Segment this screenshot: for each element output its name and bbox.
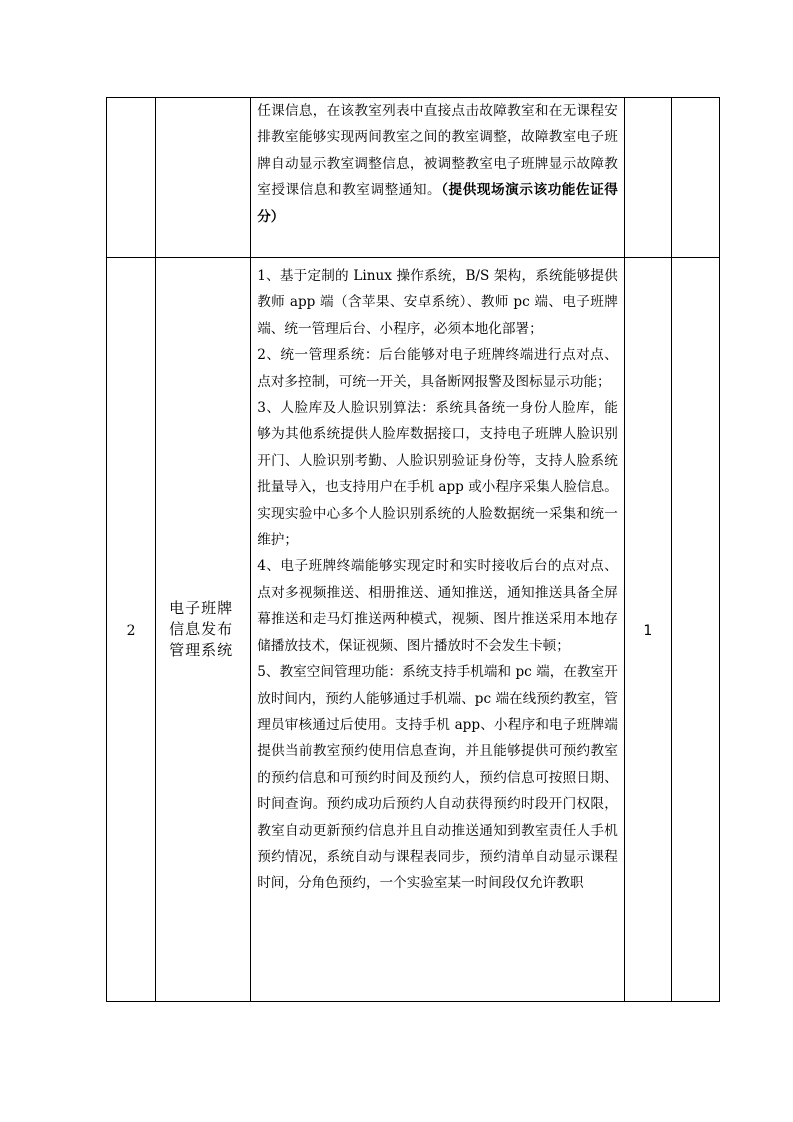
spec-paragraph-4: 4、电子班牌终端能够实现定时和实时接收后台的点对点、点对多视频推送、相册推送、通知推送，通知推送具备全屏幕推送和走马灯推送两种模式，视频、图片推送采用本地存储播放技术，保证视频、图片播放时不会发生卡顿；: [257, 558, 618, 654]
quantity-cell: [624, 98, 671, 258]
row-number: 2: [126, 623, 136, 639]
table-row: [107, 98, 720, 258]
item-name: 电子班牌信息发布管理系统: [169, 599, 234, 659]
spec-cell: [251, 258, 625, 1002]
row-number-cell: [107, 98, 156, 258]
spec-evidence-note: （提供现场演示该功能佐证得分）: [257, 182, 618, 225]
spec-table: [106, 97, 720, 1002]
spec-paragraph-2: 2、统一管理系统：后台能够对电子班牌终端进行点对点、点对多控制，可统一开关，具备断网报警及图标显示功能；: [257, 347, 618, 390]
spec-content: [251, 258, 624, 897]
spec-paragraph-3: 3、人脸库及人脸识别算法：系统具备统一身份人脸库，能够为其他系统提供人脸库数据接口，支持电子班牌人脸识别开门、人脸识别考勤、人脸识别验证身份等，支持人脸系统批量导入，也支持用户在手机 app 或小程序采集人脸信息。实现实验中心多个人脸识别系统的人脸数据统一采集和统一维护；: [257, 400, 618, 549]
spec-paragraph-5: 5、教室空间管理功能：系统支持手机端和 pc 端，在教室开放时间内，预约人能够通过手机端、pc 端在线预约教室，管理员审核通过后使用。支持手机 app、小程序和电子班牌端提供当前教室预约使用信息查询，并且能够提供可预约教室的预约信息和可预约时间及预约人，预约信息可按照日期、时间查询。预约成功后预约人自动获得预约时段开门权限，教室自动更新预约信息并且自动推送通知到教室责任人手机预约情况，系统自动与课程表同步，预约清单自动显示课程时间，分角色预约，一个实验室某一时间段仅允许教职: [257, 664, 618, 892]
quantity-cell: [624, 258, 671, 1002]
quantity: 1: [643, 623, 653, 639]
table-row: [107, 258, 720, 1002]
row-number-cell: [107, 258, 156, 1002]
spec-paragraph-1: 1、基于定制的 Linux 操作系统，B/S 架构，系统能够提供教师 app 端（含苹果、安卓系统）、教师 pc 端、电子班牌端、统一管理后台、小程序，必须本地化部署；: [257, 268, 618, 337]
spec-cell: [251, 98, 625, 258]
remark-cell: [671, 258, 719, 1002]
remark-cell: [671, 98, 719, 258]
spec-content: [251, 98, 624, 230]
item-name-cell: [156, 98, 251, 258]
item-name-cell: [156, 258, 251, 1002]
spec-text: 任课信息，在该教室列表中直接点击故障教室和在无课程安排教室能够实现两间教室之间的教室调整，故障教室电子班牌自动显示教室调整信息，被调整教室电子班牌显示故障教室授课信息和教室调整通知。: [257, 103, 618, 199]
